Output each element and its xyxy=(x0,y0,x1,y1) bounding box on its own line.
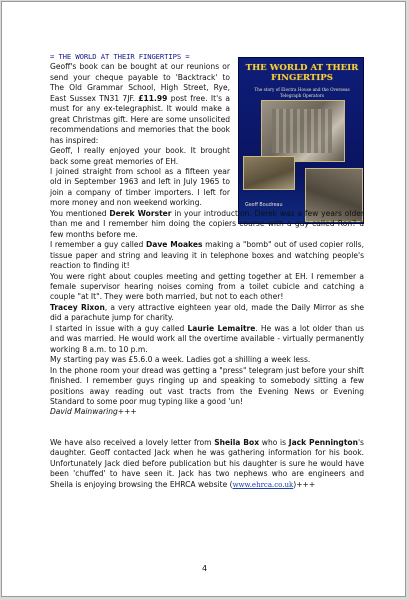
page-number: 4 xyxy=(201,564,208,573)
website-link[interactable]: www.ehrca.co.uk xyxy=(232,480,294,489)
paragraph-couples: You were right about couples meeting and getting together at EH. I remember a female supervisor hearing noises coming from a toilet cubicle and catching a couple "at It". They were both married, but not to each other! xyxy=(50,271,364,302)
paragraph-letter: We have also received a lovely letter from Sheila Box who is Jack Pennington's daughter. Geoff contacted Jack when he was gathering information for his book. Unfortunately Jack died before publication but his daughter is sure he would have been 'chuffed' to have seen it. Jack has two nephews who are engineers and Sheila is enjoying browsing the EHRCA website (www.ehrca.co.uk)+++ xyxy=(50,437,364,489)
name-tracey-rixon: Tracey Rixon xyxy=(50,302,105,312)
paragraph-lemaitre: I started in issue with a guy called Laurie Lemaitre. He was a lot older than us and was married. He would work all the overtime available - virtually permanently working 8 a.m. to 10 p.m. xyxy=(50,323,365,354)
book-cover-subtitle: The story of Electra House and the Overseas Telegraph Operators xyxy=(254,87,350,98)
name-sheila-box: Sheila Box xyxy=(214,437,260,447)
intro-paragraph: Geoff's book can be bought at our reunions or send your cheque payable to 'Backtrack' to The Old Grammar School, High Street, Rye, East Sussex TN31 7JF. £11.99 post free. It's a must for any ex-telegraphist. It would make a great Christmas gift. Here are some unsolicited recommendations and memories that the book has inspired: xyxy=(50,62,230,145)
name-dave-moakes: Dave Moakes xyxy=(145,240,203,250)
paragraph-salary: My starting pay was £5.6.0 a week. Ladies got a shilling a week less. xyxy=(50,355,311,365)
name-derek-worster: Derek Worster xyxy=(109,208,172,218)
paragraph-rixon: Tracey Rixon, a very attractive eighteen year old, made the Daily Mirror as she did a parachute jump for charity. xyxy=(50,302,364,323)
spacer xyxy=(50,418,364,438)
signature: David Mainwaring+++ xyxy=(50,407,137,417)
paragraph-moakes: I remember a guy called Dave Moakes making a "bomb" out of used copier rolls, tissue paper and string and leaving it in telephone boxes and watching people's reaction to finding it! xyxy=(50,240,365,271)
document-page xyxy=(1,1,406,597)
article-heading: = THE WORLD AT THEIR FINGERTIPS = xyxy=(50,52,190,61)
paragraph-phone-room: In the phone room your dread was getting a "press" telegram just before your shift finished. I remember guys ringing up and speaking to somebody sitting a few positions away reading out vast tracts from the Evening News or Evening Standard to some poor mug typing like a good 'un! xyxy=(50,365,364,406)
article-body xyxy=(50,52,364,490)
book-cover-author: Geoff Boudreau xyxy=(245,203,283,208)
intro-block xyxy=(50,52,230,209)
paragraph-school: I joined straight from school as a fifteen year old in September 1963 and left in July 1965 to join a company of timber importers. I left for more money and non weekend working. xyxy=(50,166,230,208)
paragraph-enjoyed: Geoff, I really enjoyed your book. It brought back some great memories of EH. xyxy=(50,146,230,166)
name-laurie-lemaitre: Laurie Lemaitre xyxy=(187,323,256,333)
paragraph-worster: You mentioned Derek Worster in your introduction. Derek was a few years older than me and I remember him doing the copiers course with a guy called Ron? a few months before me. xyxy=(50,208,364,239)
name-jack-pennington: Jack Pennington xyxy=(288,437,358,447)
book-cover-title: THE WORLD AT THEIR FINGERTIPS xyxy=(245,63,359,83)
price: £11.99 xyxy=(138,93,168,103)
